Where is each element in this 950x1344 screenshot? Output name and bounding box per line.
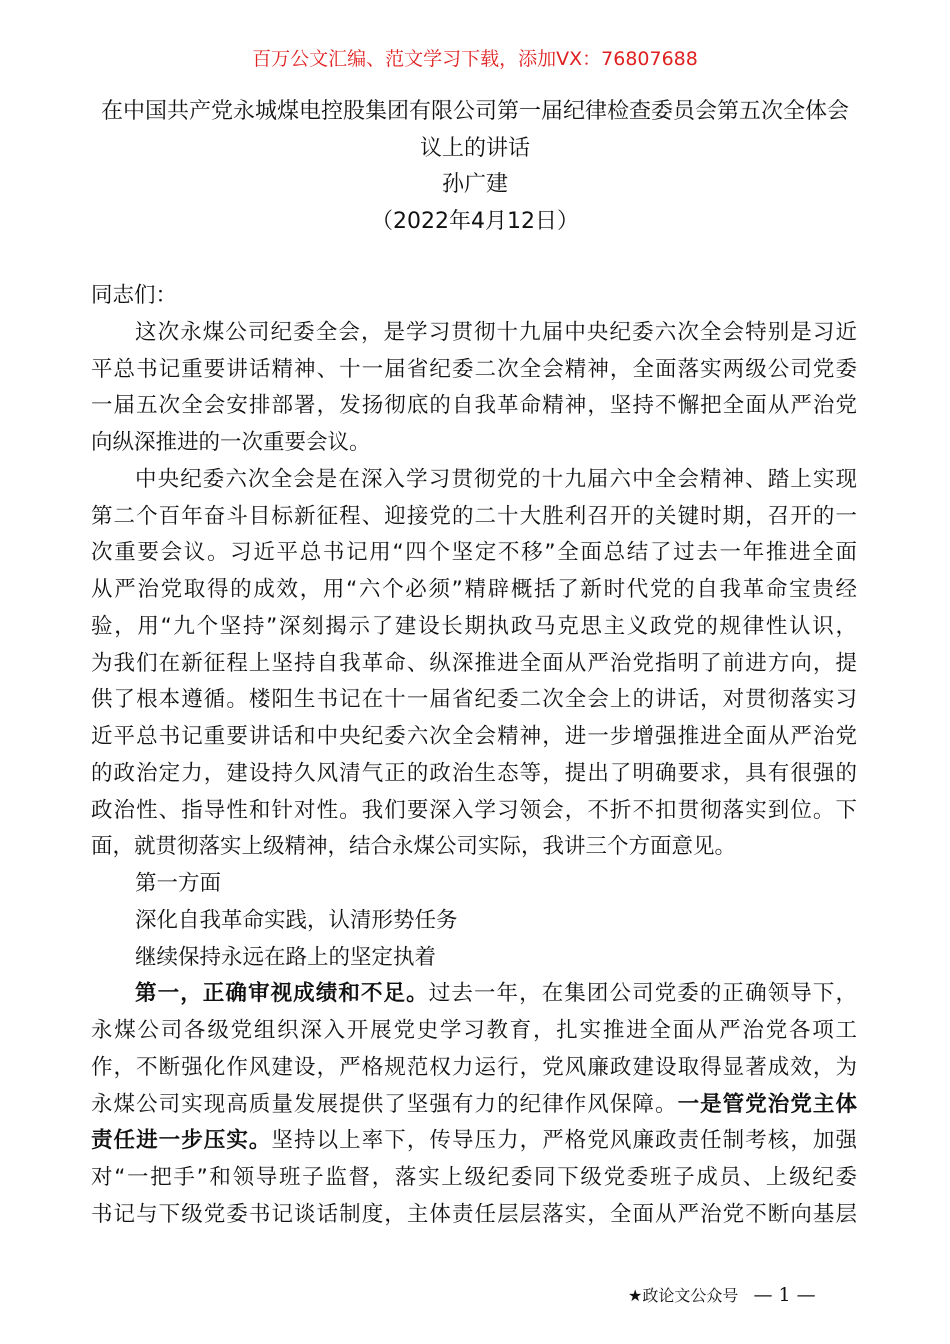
bold-text: 一是管党治党主体 <box>677 1091 857 1117</box>
text-line <box>91 388 857 425</box>
text-segment: 同志们： <box>91 283 178 308</box>
text-segment: 从严治党取得的成效，用“六个必须”精辟概括了新时代党的自我革命宝贵经 <box>91 577 857 602</box>
text-segment: 验，用“九个坚持”深刻揭示了建设长期执政马克思主义政党的规律性认识， <box>91 613 857 639</box>
text-segment: 书记与下级党委书记谈话制度，主体责任层层落实，全面从严治党不断向基层 <box>91 1201 857 1227</box>
text-line <box>91 572 857 609</box>
text-segment: 第二个百年奋斗目标新征程、迎接党的二十大胜利召开的关键时期，召开的一 <box>91 503 857 529</box>
text-line <box>91 425 857 462</box>
text-line <box>91 1197 857 1234</box>
text-segment: 这次永煤公司纪委全会，是学习贯彻十九届中央纪委六次全会特别是习近 <box>135 319 857 345</box>
document-header <box>80 94 870 240</box>
text-line <box>91 903 857 940</box>
page-number: — 1 — <box>753 1284 816 1306</box>
text-segment: 的政治定力，建设持久风清气正的政治生态等，提出了明确要求，具有很强的 <box>91 760 857 786</box>
text-line <box>91 976 857 1013</box>
text-segment: 向纵深推进的一次重要会议。 <box>91 430 371 455</box>
text-line <box>91 829 857 866</box>
text-segment: 供了根本遵循。楼阳生书记在十一届省纪委二次全会上的讲话，对贯彻落实习 <box>91 687 857 713</box>
text-segment: 近平总书记重要讲话和中央纪委六次全会精神，进一步增强推进全面从严治党 <box>91 724 857 749</box>
text-line <box>91 1013 857 1050</box>
text-line <box>91 499 857 536</box>
text-segment: 次重要会议。习近平总书记用“四个坚定不移”全面总结了过去一年推进全面 <box>91 540 857 566</box>
watermark-banner: 百万公文汇编、范文学习下载，添加VX：76807688 <box>252 48 698 70</box>
text-segment: 深化自我革命实践，认清形势任务 <box>135 907 458 933</box>
footer-source: ★政论文公众号 <box>628 1286 739 1305</box>
text-segment: 作，不断强化作风建设，严格规范权力运行，党风廉政建设取得显著成效，为 <box>91 1054 857 1080</box>
document-title-line-1: 在中国共产党永城煤电控股集团有限公司第一届纪律检查委员会第五次全体会 <box>100 99 849 124</box>
page-footer <box>628 1284 816 1307</box>
text-line <box>91 352 857 389</box>
text-line <box>91 756 857 793</box>
text-line <box>91 682 857 719</box>
text-line <box>91 1087 857 1124</box>
text-line <box>91 719 857 756</box>
text-segment: 中央纪委六次全会是在深入学习贯彻党的十九届六中全会精神、踏上实现 <box>135 466 857 492</box>
bold-text: 第一，正确审视成绩和不足。 <box>135 981 429 1007</box>
text-segment: 过去一年，在集团公司党委的正确领导下， <box>428 981 857 1007</box>
text-segment: 一届五次全会安排部署，发扬彻底的自我革命精神，坚持不懈把全面从严治党 <box>91 393 857 419</box>
text-line <box>91 940 857 977</box>
document-body <box>91 278 857 1234</box>
author: 孙广建 <box>441 172 508 197</box>
text-segment: 面，就贯彻落实上级精神，结合永煤公司实际，我讲三个方面意见。 <box>91 834 737 860</box>
text-segment: 坚持以上率下，传导压力，严格党风廉政责任制考核，加强 <box>271 1128 857 1154</box>
text-line <box>91 866 857 903</box>
text-segment: 平总书记重要讲话精神、十一届省纪委二次全会精神，全面落实两级公司党委 <box>91 356 857 382</box>
text-line <box>91 535 857 572</box>
text-segment: 第一方面 <box>135 871 222 896</box>
text-line <box>91 1123 857 1160</box>
document-title-line-2: 议上的讲话 <box>419 135 530 161</box>
text-line <box>91 793 857 830</box>
text-line <box>91 646 857 683</box>
text-line <box>91 462 857 499</box>
text-segment: 继续保持永远在路上的坚定执着 <box>135 944 437 970</box>
text-line <box>91 315 857 352</box>
text-segment: 为我们在新征程上坚持自我革命、纵深推进全面从严治党指明了前进方向，提 <box>91 650 857 676</box>
text-segment: 永煤公司各级党组织深入开展党史学习教育，扎实推进全面从严治党各项工 <box>91 1018 857 1043</box>
date: （2022年4月12日） <box>371 208 579 234</box>
text-line <box>91 1050 857 1087</box>
text-line <box>91 609 857 646</box>
text-line <box>91 278 857 315</box>
bold-text: 责任进一步压实。 <box>91 1128 272 1154</box>
text-segment: 永煤公司实现高质量发展提供了坚强有力的纪律作风保障。 <box>91 1091 678 1117</box>
text-segment: 对“一把手”和领导班子监督，落实上级纪委同下级党委班子成员、上级纪委 <box>91 1165 857 1190</box>
text-line <box>91 1160 857 1197</box>
text-segment: 政治性、指导性和针对性。我们要深入学习领会，不折不扣贯彻落实到位。下 <box>91 797 857 823</box>
